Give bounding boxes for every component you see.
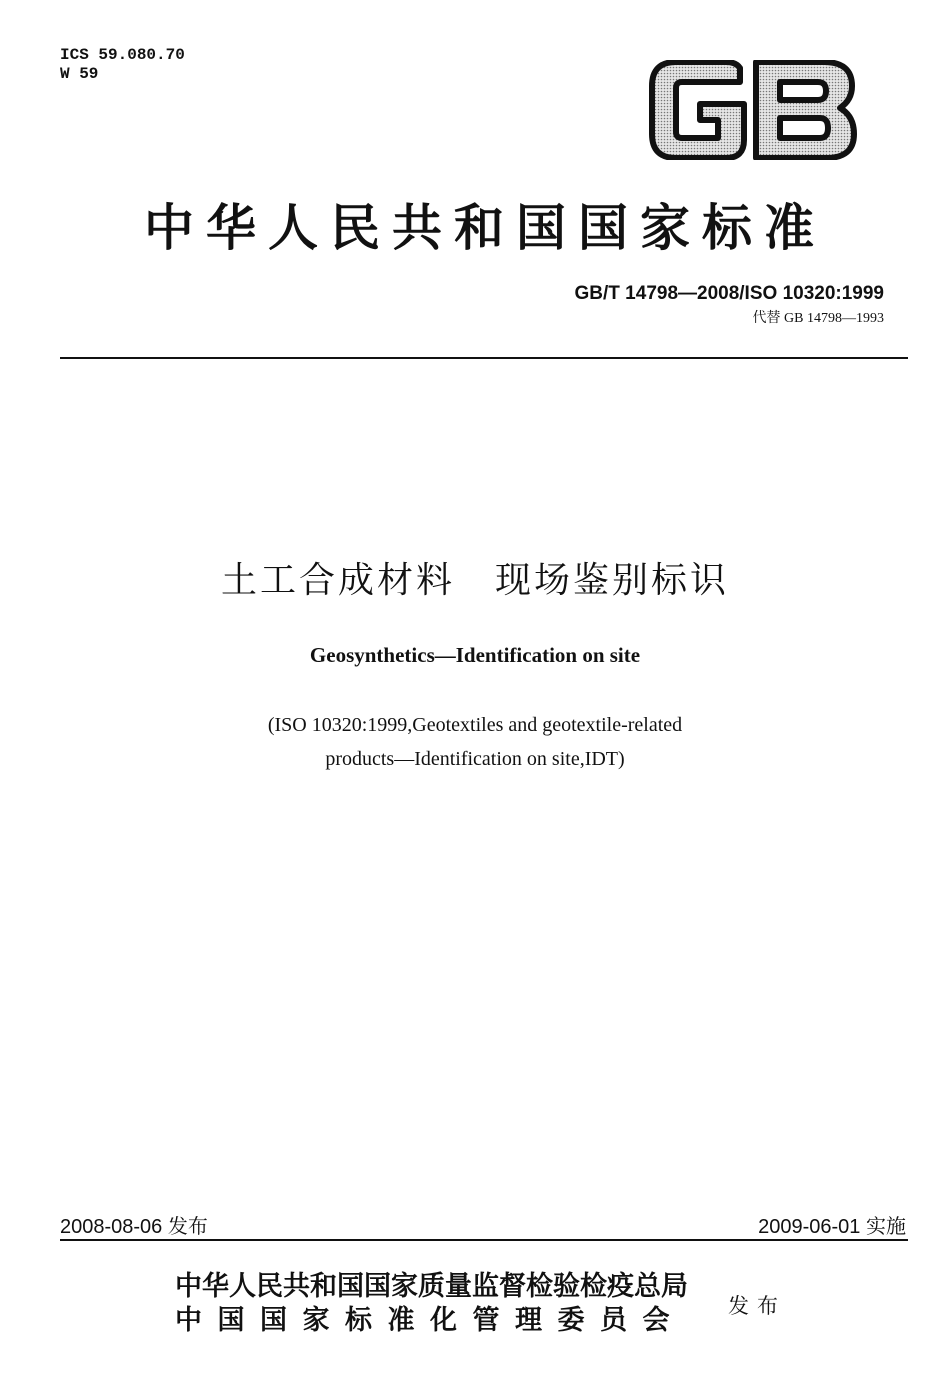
adoption-note xyxy=(0,708,950,776)
adoption-line-2: products—Identification on site,IDT) xyxy=(325,748,625,770)
issuer-sac: 中国国家标准化管理委员会 xyxy=(175,1305,685,1336)
top-divider xyxy=(60,357,908,359)
english-title: Geosynthetics—Identification on site xyxy=(309,643,641,667)
gb-logo xyxy=(648,60,858,160)
standard-number: GB/T 14798—2008/ISO 10320:1999 xyxy=(574,283,884,304)
classification-codes xyxy=(60,46,185,84)
issuing-authorities xyxy=(175,1270,688,1338)
adoption-line-1: (ISO 10320:1999,Geotextiles and geotextile-related xyxy=(267,714,683,736)
chinese-title-part1: 土工合成材料 xyxy=(220,560,455,601)
bottom-divider xyxy=(60,1239,908,1241)
national-standard-heading: 中华人民共和国国家标准 xyxy=(144,198,826,257)
ics-code: ICS 59.080.70 xyxy=(60,46,185,64)
replaces-standard: 代替 GB 14798—1993 xyxy=(752,311,884,326)
issuer-aqsiq: 中华人民共和国国家质量监督检验检疫总局 xyxy=(175,1271,688,1302)
chinese-title-part2: 现场鉴别标识 xyxy=(495,560,730,601)
chinese-title xyxy=(0,552,950,603)
publish-label: 发布 xyxy=(728,1294,786,1318)
implementation-date: 2009-06-01 实施 xyxy=(758,1216,906,1238)
ccs-code: W 59 xyxy=(60,65,99,83)
issue-date: 2008-08-06 发布 xyxy=(60,1216,208,1238)
